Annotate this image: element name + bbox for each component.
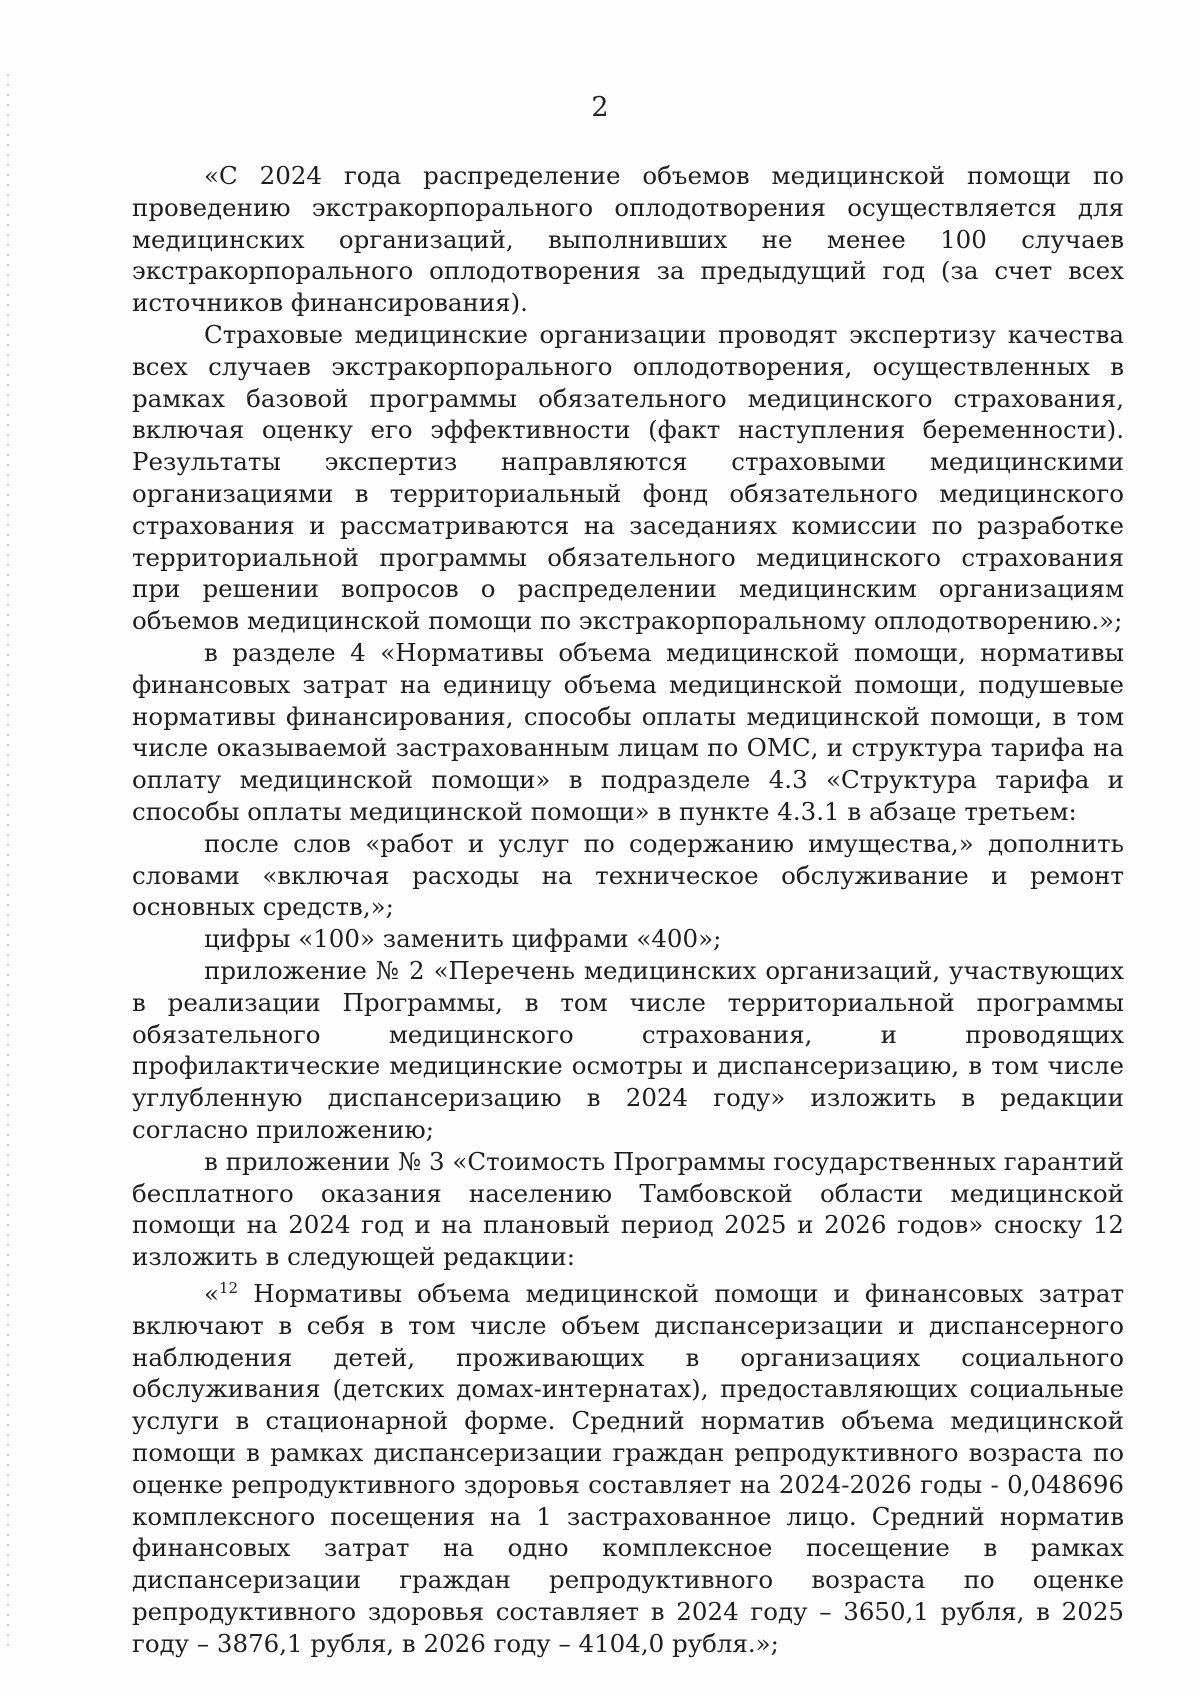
scan-margin-dots <box>6 70 10 1650</box>
footnote-text: Нормативы объема медицинской помощи и финансовых затрат включают в себя в том числе объем диспансеризации и диспансерного наблюдения детей, проживающих в организациях социального обслуживания (детских домах-интернатах), предоставляющих социальные услуги в стационарной форме. Средний норматив объема медицинской помощи в рамках диспансеризации граждан репродуктивного возраста по оценке репродуктивного здоровья составляет на 2024-2026 годы - 0,048696 комплексного посещения на 1 застрахованное лицо. Средний норматив финансовых затрат на одно комплексное посещение в рамках диспансеризации граждан репродуктивного возраста по оценке репродуктивного здоровья составляет в 2024 году – 3650,1 рубля, в 2025 году – 3876,1 рубля, в 2026 году – 4104,0 рубля.»; <box>132 1279 1124 1658</box>
footnote-marker: 12 <box>219 1278 239 1297</box>
paragraph-add-words: после слов «работ и услуг по содержанию имущества,» дополнить словами «включая расходы на техническое обслуживание и ремонт основных средств,»; <box>132 828 1124 922</box>
paragraph-footnote-12 <box>132 1273 1124 1660</box>
footnote-open-quote: « <box>204 1279 219 1309</box>
paragraph-appendix-2: приложение № 2 «Перечень медицинских организаций, участвующих в реализации Программы, в том числе территориальной программы обязательного медицинского страхования, и проводящих профилактические медицинские осмотры и диспансеризацию, в том числе углубленную диспансеризацию в 2024 году» изложить в редакции согласно приложению; <box>132 955 1124 1144</box>
paragraph-ivf-distribution: «С 2024 года распределение объемов медицинской помощи по проведению экстракорпорального оплодотворения осуществляется для медицинских организаций, выполнивших не менее 100 случаев экстракорпорального оплодотворения за предыдущий год (за счет всех источников финансирования). <box>132 161 1124 318</box>
page-number: 2 <box>591 92 609 123</box>
paragraph-insurance-expertise: Страховые медицинские организации проводят экспертизу качества всех случаев экстракорпорального оплодотворения, осуществленных в рамках базовой программы обязательного медицинского страхования, включая оценку его эффективности (факт наступления беременности). Результаты экспертиз направляются страховыми медицинскими организациями в территориальный фонд обязательного медицинского страхования и рассматриваются на заседаниях комиссии по разработке территориальной программы обязательного медицинского страхования при решении вопросов о распределении медицинским организациям объемов медицинской помощи по экстракорпоральному оплодотворению.»; <box>132 319 1124 636</box>
document-body <box>132 160 1124 1660</box>
paragraph-section-4-amendment: в разделе 4 «Нормативы объема медицинской помощи, нормативы финансовых затрат на единицу объема медицинской помощи, подушевые нормативы финансирования, способы оплаты медицинской помощи, в том числе оказываемой застрахованным лицам по ОМС, и структура тарифа на оплату медицинской помощи» в подразделе 4.3 «Структура тарифа и способы оплаты медицинской помощи» в пункте 4.3.1 в абзаце третьем: <box>132 637 1124 826</box>
paragraph-replace-digits: цифры «100» заменить цифрами «400»; <box>204 924 722 954</box>
paragraph-appendix-3: в приложении № 3 «Стоимость Программы государственных гарантий бесплатного оказания населению Тамбовской области медицинской помощи на 2024 год и на плановый период 2025 и 2026 годов» сноску 12 изложить в следующей редакции: <box>132 1146 1125 1272</box>
